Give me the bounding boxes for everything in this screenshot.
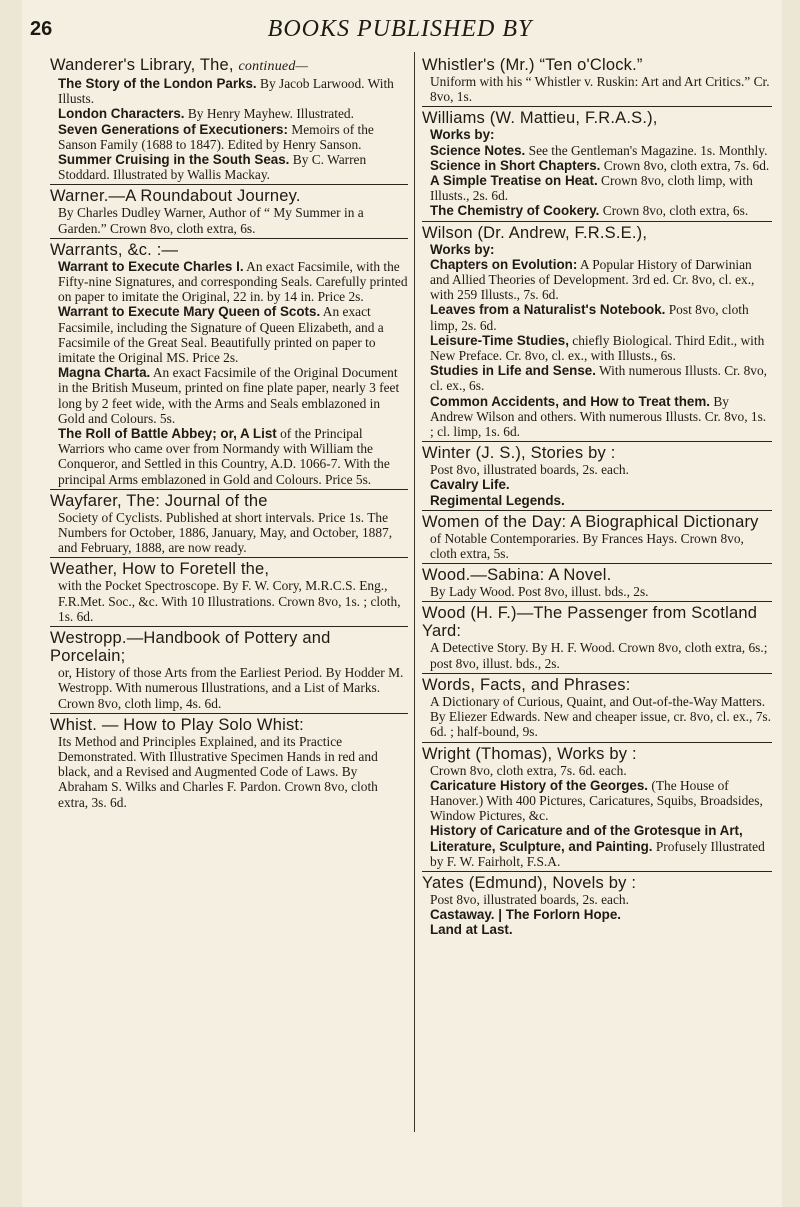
entry-item-description: An exact Facsimile, with the Fifty-nine Signatures, and corresponding Seals. Carefully printed on paper to imitate the Original, 22 in. by 14 in. Price 2s. (58, 258, 408, 305)
entry-heading (50, 241, 408, 259)
catalogue-entry (50, 241, 408, 490)
entry-item (422, 907, 772, 922)
entry-heading (50, 629, 408, 665)
entry-heading (422, 224, 772, 242)
entry-description: Its Method and Principles Explained, and its Practice Demonstrated. With Illustrative Specimen Hands in red and black, and a Revised and Augmented Code of Laws. By Abraham S. Wilks and Charles F. Pardon. Crown 8vo, cloth extra, 3s. 6d. (58, 733, 378, 810)
entry-item (422, 143, 772, 158)
entry-item (422, 477, 772, 492)
entry-item-title: Science Notes. (430, 142, 526, 158)
entry-item-title: Seven Generations of Executioners: (58, 121, 288, 137)
entry-item (50, 122, 408, 152)
entry-item-title: The Roll of Battle Abbey; or, A List (58, 426, 277, 442)
entry-heading-text: Yates (Edmund), Novels by : (422, 873, 637, 892)
catalogue-entry (422, 566, 772, 602)
catalogue-entry (422, 745, 772, 872)
entry-heading-text: Wood.—Sabina: A Novel. (422, 566, 612, 585)
entry-heading-text: Women of the Day: A Biographical Dictionary (422, 512, 759, 531)
entry-item (422, 778, 772, 824)
entry-heading-text: Wayfarer, The: Journal of the (50, 491, 268, 510)
entry-subheading: Works by: (430, 241, 495, 257)
entry-heading-text: Weather, How to Foretell the, (50, 560, 270, 579)
entry-item-title: Chapters on Evolution: (430, 256, 578, 272)
entry-heading-text: Winter (J. S.), Stories by : (422, 444, 616, 463)
entry-item-title: The Chemistry of Cookery. (430, 203, 600, 219)
catalogue-entry (422, 604, 772, 673)
entry-item-description: Profusely Illustrated by F. W. Fairholt, F.S.A. (430, 838, 765, 869)
entry-item-title: Warrant to Execute Charles I. (58, 258, 244, 274)
entry-item-title: Cavalry Life. (430, 477, 510, 493)
entry-item-title: Leaves from a Naturalist's Notebook. (430, 302, 666, 318)
entry-item (422, 922, 772, 937)
entry-item-title: Caricature History of the Georges. (430, 777, 649, 793)
entry-item-description: By Andrew Wilson and others. With numerous Illusts. Cr. 8vo, 1s. ; cl. limp, 1s. 6d. (430, 393, 767, 440)
book-page (22, 0, 782, 1207)
entry-item (50, 76, 408, 106)
entry-heading (50, 56, 408, 76)
entry-description: or, History of those Arts from the Earliest Period. By Hodder M. Westropp. With numerous Illustrations, and a List of Marks. Crown 8vo, cloth limp, 4s. 6d. (58, 665, 404, 711)
entry-heading-text: Warrants, &c. :— (50, 240, 179, 259)
entry-heading (422, 444, 772, 462)
entry-item-title: Warrant to Execute Mary Queen of Scots. (58, 304, 321, 320)
entry-item (422, 257, 772, 303)
entry-heading (422, 604, 772, 640)
entry-item-title: Magna Charta. (58, 365, 151, 381)
entry-item-title: Common Accidents, and How to Treat them. (430, 393, 710, 409)
entry-heading-text: Williams (W. Mattieu, F.R.A.S.), (422, 109, 658, 128)
entry-item (422, 158, 772, 173)
entry-item (422, 363, 772, 393)
entry-heading (50, 716, 408, 734)
catalogue-entry (422, 444, 772, 511)
entry-item-title: Science in Short Chapters. (430, 157, 601, 173)
entry-item (50, 365, 408, 426)
entry-item (422, 823, 772, 869)
entry-item-title: Studies in Life and Sense. (430, 363, 596, 379)
entry-item-title: Castaway. | The Forlorn Hope. (430, 907, 621, 923)
entry-item-description: By Jacob Larwood. With Illusts. (58, 76, 394, 107)
entry-item-title: London Characters. (58, 106, 185, 122)
entry-heading (422, 513, 772, 531)
entry-subheading: Works by: (430, 127, 495, 143)
entry-item-description: A Popular History of Darwinian and Allied Theories of Development. 3rd ed. Cr. 8vo, cl. ex., with 259 Illusts., 7s. 6d. (430, 256, 755, 303)
entry-description: A Dictionary of Curious, Quaint, and Out-of-the-Way Matters. By Eliezer Edwards. New and cheaper issue, cr. 8vo, cl. ex., 7s. 6d. ; half-bound, 9s. (430, 693, 771, 740)
entry-item-description: Memoirs of the Sanson Family (1688 to 1847). Edited by Henry Sanson. (58, 121, 374, 152)
entry-item (422, 394, 772, 440)
entry-item-description: Crown 8vo, cloth extra, 6s. (602, 203, 749, 219)
entry-item-description: chiefly Biological. Third Edit., with New Preface. Cr. 8vo, cl. ex., with Illusts., 6s. (430, 332, 765, 364)
entry-item-description: See the Gentleman's Magazine. 1s. Monthly. (528, 142, 768, 158)
entry-heading (50, 492, 408, 510)
entry-description: By Charles Dudley Warner, Author of “ My Summer in a Garden.” Crown 8vo, cloth extra, 6s. (58, 205, 364, 236)
entry-heading-text: Wilson (Dr. Andrew, F.R.S.E.), (422, 223, 648, 242)
entry-item-title: A Simple Treatise on Heat. (430, 173, 598, 189)
catalogue-entry (50, 187, 408, 238)
entry-item (422, 302, 772, 332)
entry-item-description: An exact Facsimile of the Original Document in the British Museum, printed on fine plate paper, nearly 3 feet long by 2 feet wide, with the Arms and Seals emblazoned in Gold and Colours. 5s. (58, 365, 400, 426)
entry-item-description: Post 8vo, cloth limp, 2s. 6d. (430, 302, 749, 333)
entry-item (50, 152, 408, 182)
entry-heading-text: Westropp.—Handbook of Pottery and Porcelain; (50, 629, 331, 666)
entry-description: By Lady Wood. Post 8vo, illust. bds., 2s. (430, 584, 649, 600)
entry-item (50, 304, 408, 365)
entry-heading (50, 187, 408, 205)
entry-item-description: of the Principal Warriors who came over from Normandy with William the Conqueror, and Settled in this Country, A.D. 1066-7. With the principal Arms emblazoned in Gold and Colours. Price 5s. (58, 426, 390, 487)
entry-item-description: By C. Warren Stoddard. Illustrated by Wallis Mackay. (58, 152, 367, 183)
entry-item (50, 106, 408, 121)
entry-item (50, 426, 408, 487)
entry-description: Post 8vo, illustrated boards, 2s. each. (430, 891, 629, 907)
catalogue-entry (50, 492, 408, 559)
entry-heading (422, 56, 772, 74)
entry-heading-suffix: continued— (238, 59, 309, 74)
entry-description: A Detective Story. By H. F. Wood. Crown 8vo, cloth extra, 6s.; post 8vo, illust. bds., 2s. (430, 640, 768, 671)
catalogue-entry (50, 56, 408, 185)
entry-item-description: By Henry Mayhew. Illustrated. (187, 106, 354, 122)
entry-heading (422, 109, 772, 127)
running-title: BOOKS PUBLISHED BY (267, 16, 533, 42)
entry-heading (50, 560, 408, 578)
entry-heading (422, 745, 772, 763)
entry-description: with the Pocket Spectroscope. By F. W. Cory, M.R.C.S. Eng., F.R.Met. Soc., &c. With 10 Illustrations. Crown 8vo, 1s. ; cloth, 1s. 6d. (58, 578, 401, 624)
entry-heading (422, 874, 772, 892)
catalogue-entry (422, 676, 772, 743)
entry-heading-text: Words, Facts, and Phrases: (422, 675, 631, 694)
catalogue-entry (50, 629, 408, 714)
entry-heading (422, 566, 772, 584)
entry-item (422, 203, 772, 218)
page-header (30, 12, 770, 46)
entry-item-description: An exact Facsimile, including the Signature of Queen Elizabeth, and a Facsimile of the Great Seal. Beautifully printed on paper to imitate the Original MS. Price 2s. (58, 304, 384, 366)
left-column (50, 56, 408, 814)
catalogue-entry (50, 560, 408, 627)
entry-item-title: The Story of the London Parks. (58, 76, 257, 91)
catalogue-entry (422, 513, 772, 564)
entry-description: Post 8vo, illustrated boards, 2s. each. (430, 462, 629, 478)
entry-item-description: With numerous Illusts. Cr. 8vo, cl. ex., 6s. (430, 363, 768, 394)
catalogue-entry (422, 56, 772, 107)
page-number: 26 (30, 18, 53, 40)
entry-heading-text: Wood (H. F.)—The Passenger from Scotland Yard: (422, 604, 758, 641)
entry-description: Uniform with his “ Whistler v. Ruskin: Art and Art Critics.” Cr. 8vo, 1s. (430, 74, 770, 105)
entry-item-title: Leisure-Time Studies, (430, 332, 569, 348)
entry-item-title: Land at Last. (430, 922, 513, 938)
entry-heading-text: Warner.—A Roundabout Journey. (50, 187, 301, 206)
entry-description: Crown 8vo, cloth extra, 7s. 6d. each. (430, 762, 627, 778)
entry-item (50, 259, 408, 305)
entry-heading (422, 676, 772, 694)
entry-heading-text: Whist. — How to Play Solo Whist: (50, 715, 304, 734)
entry-item-description: Crown 8vo, cloth limp, with Illusts., 2s. 6d. (430, 173, 753, 204)
entry-description: of Notable Contemporaries. By Frances Hays. Crown 8vo, cloth extra, 5s. (430, 530, 744, 562)
catalogue-entry (50, 716, 408, 812)
column-divider (414, 52, 415, 1132)
entry-item (422, 173, 772, 203)
catalogue-entry (422, 109, 772, 221)
entry-item-description: Crown 8vo, cloth extra, 7s. 6d. (603, 157, 770, 173)
entry-heading-text: Wanderer's Library, The, (50, 56, 234, 74)
catalogue-entry (422, 874, 772, 940)
entry-item-title: Summer Cruising in the South Seas. (58, 152, 290, 168)
entry-heading-text: Wright (Thomas), Works by : (422, 744, 637, 763)
entry-heading-text: Whistler's (Mr.) “Ten o'Clock.” (422, 56, 643, 74)
catalogue-entry (422, 224, 772, 443)
entry-item-title: Regimental Legends. (430, 492, 565, 508)
entry-description: Society of Cyclists. Published at short intervals. Price 1s. The Numbers for October, 1886, January, May, and October, 1887, and February, 1888, are now ready. (58, 509, 393, 556)
entry-item (422, 333, 772, 363)
entry-item (422, 493, 772, 508)
entry-item-description: (The House of Hanover.) With 400 Pictures, Caricatures, Squibs, Broadsides, Window Pictures, &c. (430, 777, 763, 824)
right-column (422, 56, 772, 942)
entry-item-title: History of Caricature and of the Grotesque in Art, Literature, Sculpture, and Painting. (430, 823, 743, 854)
